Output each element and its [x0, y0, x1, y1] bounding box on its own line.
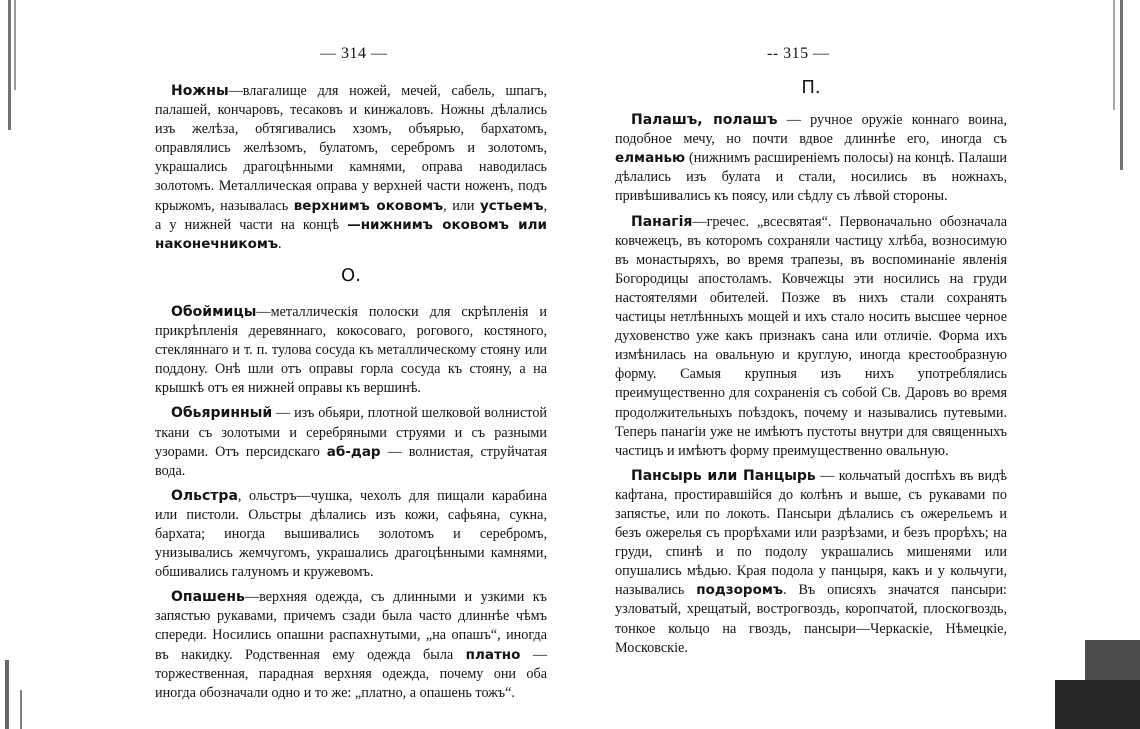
- entry-term: Ольстра: [171, 487, 238, 504]
- entry-text: —гречес. „всесвятая“. Первоначально обозначала ковчежецъ, въ которомъ сохраняли частицу хлѣба, возносимую въ монастыряхъ, во время трапезы, въ воспоминаніе явленія Богородицы апостоламъ. Ковчежцы эти носились на груди настоятелями обителей. Позже въ нихъ стали сохранять частицы нетлѣнныхъ мощей и ихъ стало носить высшее черное духовенство уже какъ признакъ сана или отличіе. Форма ихъ измѣнилась на овальную и круглую, иногда крестообразную форму. Самыя крупныя изъ нихъ употреблялись преимущественно для сохраненія съ собой Св. Даровъ во время продолжительныхъ поѣздокъ, почему и назывались путевыми. Теперь панагіи уже не имѣютъ пустоты внутри для священныхъ частицъ и имѣютъ форму преимущественно овальную.: [615, 213, 1007, 459]
- entry-text: — изъ обьяри, плотной шелковой волнистой ткани съ золотыми и серебряными струями и съ разными узорами. Отъ персидскаго: [155, 405, 547, 460]
- entry-term: Обоймицы: [171, 303, 257, 320]
- entry-text: .: [278, 235, 282, 252]
- entry-bold-term: —нижнимъ оковомъ или наконечникомъ: [155, 216, 547, 252]
- entry-bold-term: елманью: [615, 150, 686, 167]
- entry-text: — торжественная, парадная верхняя одежда, почему они оба иногда обозначали одно и то же: „платно, а опашень тожъ“.: [155, 646, 548, 701]
- entry-pansyr: [615, 467, 1007, 658]
- scan-edge-artifact: [14, 0, 16, 90]
- entry-term: Опашень: [171, 589, 245, 606]
- scan-edge-artifact: [8, 0, 11, 130]
- scan-edge-artifact: [5, 660, 9, 729]
- entry-text: —верхняя одежда, съ длинными и узкими къ запястью рукавами, причемъ сзади была часто длиннѣе чѣмъ спереди. Носились опашни распахнутыми, „на опашъ“, иногда въ накидку. Родственная ему одежда была: [155, 589, 547, 663]
- entry-text: —металлическія полоски для скрѣпленія и прикрѣпленія деревяннаго, кокосоваго, рогового, костяного, стекляннаго и т. п. тулова сосуда къ металлическому стояну или поддону. Онѣ шли отъ оправы горла сосуда къ стояну, а на крышкѣ отъ ея нижней оправы къ вершинѣ.: [155, 303, 547, 397]
- scan-edge-artifact: [1113, 0, 1115, 110]
- entry-text: —влагалище для ножей, мечей, сабель, шпагъ, палашей, кончаровъ, тесаковъ и кинжаловъ. Ножны дѣлались изъ желѣза, обтягивались хзомъ, объярью, бархатомъ, оправлялись желѣзомъ, булатомъ, серебромъ и золотомъ, украшались драгоцѣнными камнями, оправа наводилась золотомъ. Металлическая оправа у верхней части ноженъ, подъ крыжомъ, называлась: [155, 83, 547, 214]
- entry-oboimitsy: [155, 303, 547, 398]
- entry-bold-term: аб-дар: [326, 443, 381, 460]
- entry-opashen: [155, 588, 547, 703]
- entry-text: , а у нижней части на концѣ: [155, 197, 548, 233]
- entry-olstra: [155, 487, 547, 582]
- entry-term: Палашъ, полашъ: [631, 112, 778, 129]
- entry-text: , или: [443, 197, 480, 214]
- entry-panagiya: [615, 213, 1007, 461]
- scan-edge-artifact: [20, 690, 22, 729]
- entry-text: — волнистая, струйчатая вода.: [155, 443, 547, 479]
- left-page-number: — 314 —: [320, 45, 388, 62]
- entry-text: — ручное оружіе коннаго воина, подобное мечу, но почти вдвое длиннѣе его, иногда съ: [615, 112, 1008, 148]
- scan-edge-artifact: [1085, 640, 1140, 680]
- entry-text: , ольстръ—чушка, чехолъ для пищали карабина или пистоли. Ольстры дѣлались изъ кожи, сафьяна, сукна, бархата; иногда вышивались золотомъ и серебромъ, унизывались жемчугомъ, украшались драгоцѣнными камнями, обшивались галуномъ и кружевомъ.: [155, 487, 547, 581]
- entry-bold-term: устьемъ: [479, 197, 544, 214]
- entry-obyarinny: [155, 404, 547, 480]
- scan-edge-artifact: [1055, 680, 1140, 729]
- entry-bold-term: верхнимъ оковомъ: [293, 197, 444, 214]
- right-page: [575, 0, 1140, 729]
- entry-text: . Въ описяхъ значатся пансыри: узловатый, хрещатый, вострогвоздь, коропчатой, плоскогвоздь, тонкое кольцо на гвоздь, пансыри—Черкаскіе, Нѣмецкіе, Московскіе.: [615, 582, 1007, 656]
- entry-palash: [615, 111, 1007, 206]
- entry-bold-term: подзоромъ: [696, 582, 784, 599]
- scan-edge-artifact: [1120, 0, 1123, 170]
- left-page-text-column: [155, 82, 547, 709]
- entry-term: Пансырь или Панцырь: [631, 467, 816, 484]
- entry-text: — кольчатый доспѣхъ въ видѣ кафтана, простиравшійся до колѣнъ и выше, съ рукавами по запястье, или по локоть. Пансыри дѣлались съ ожерельемъ и безъ ожерелья съ прорѣхами или разрѣзами, и безъ прорѣхъ; на груди, спинѣ и по подолу украшались мишенями или опушались мѣдью. Края подола у панцыря, какъ и у кольчуги, назывались: [615, 467, 1008, 599]
- entry-term: Ножны: [171, 83, 229, 99]
- entry-nozhny: [155, 82, 547, 254]
- section-letter-o: О.: [341, 264, 361, 286]
- section-letter-p: П.: [801, 77, 821, 98]
- right-page-text-column: [615, 78, 1007, 664]
- entry-bold-term: платно: [465, 646, 521, 663]
- entry-text: (нижнимъ расширеніемъ полосы) на концѣ. Палаши дѣлались изъ булата и стали, носились въ ножнахъ, привѣшивались къ поясу, или сѣдлу съ лѣвой стороны.: [615, 150, 1007, 205]
- right-page-number: -- 315 —: [767, 45, 830, 62]
- entry-term: Обьяринный: [171, 405, 273, 422]
- entry-term: Панагія: [631, 213, 693, 230]
